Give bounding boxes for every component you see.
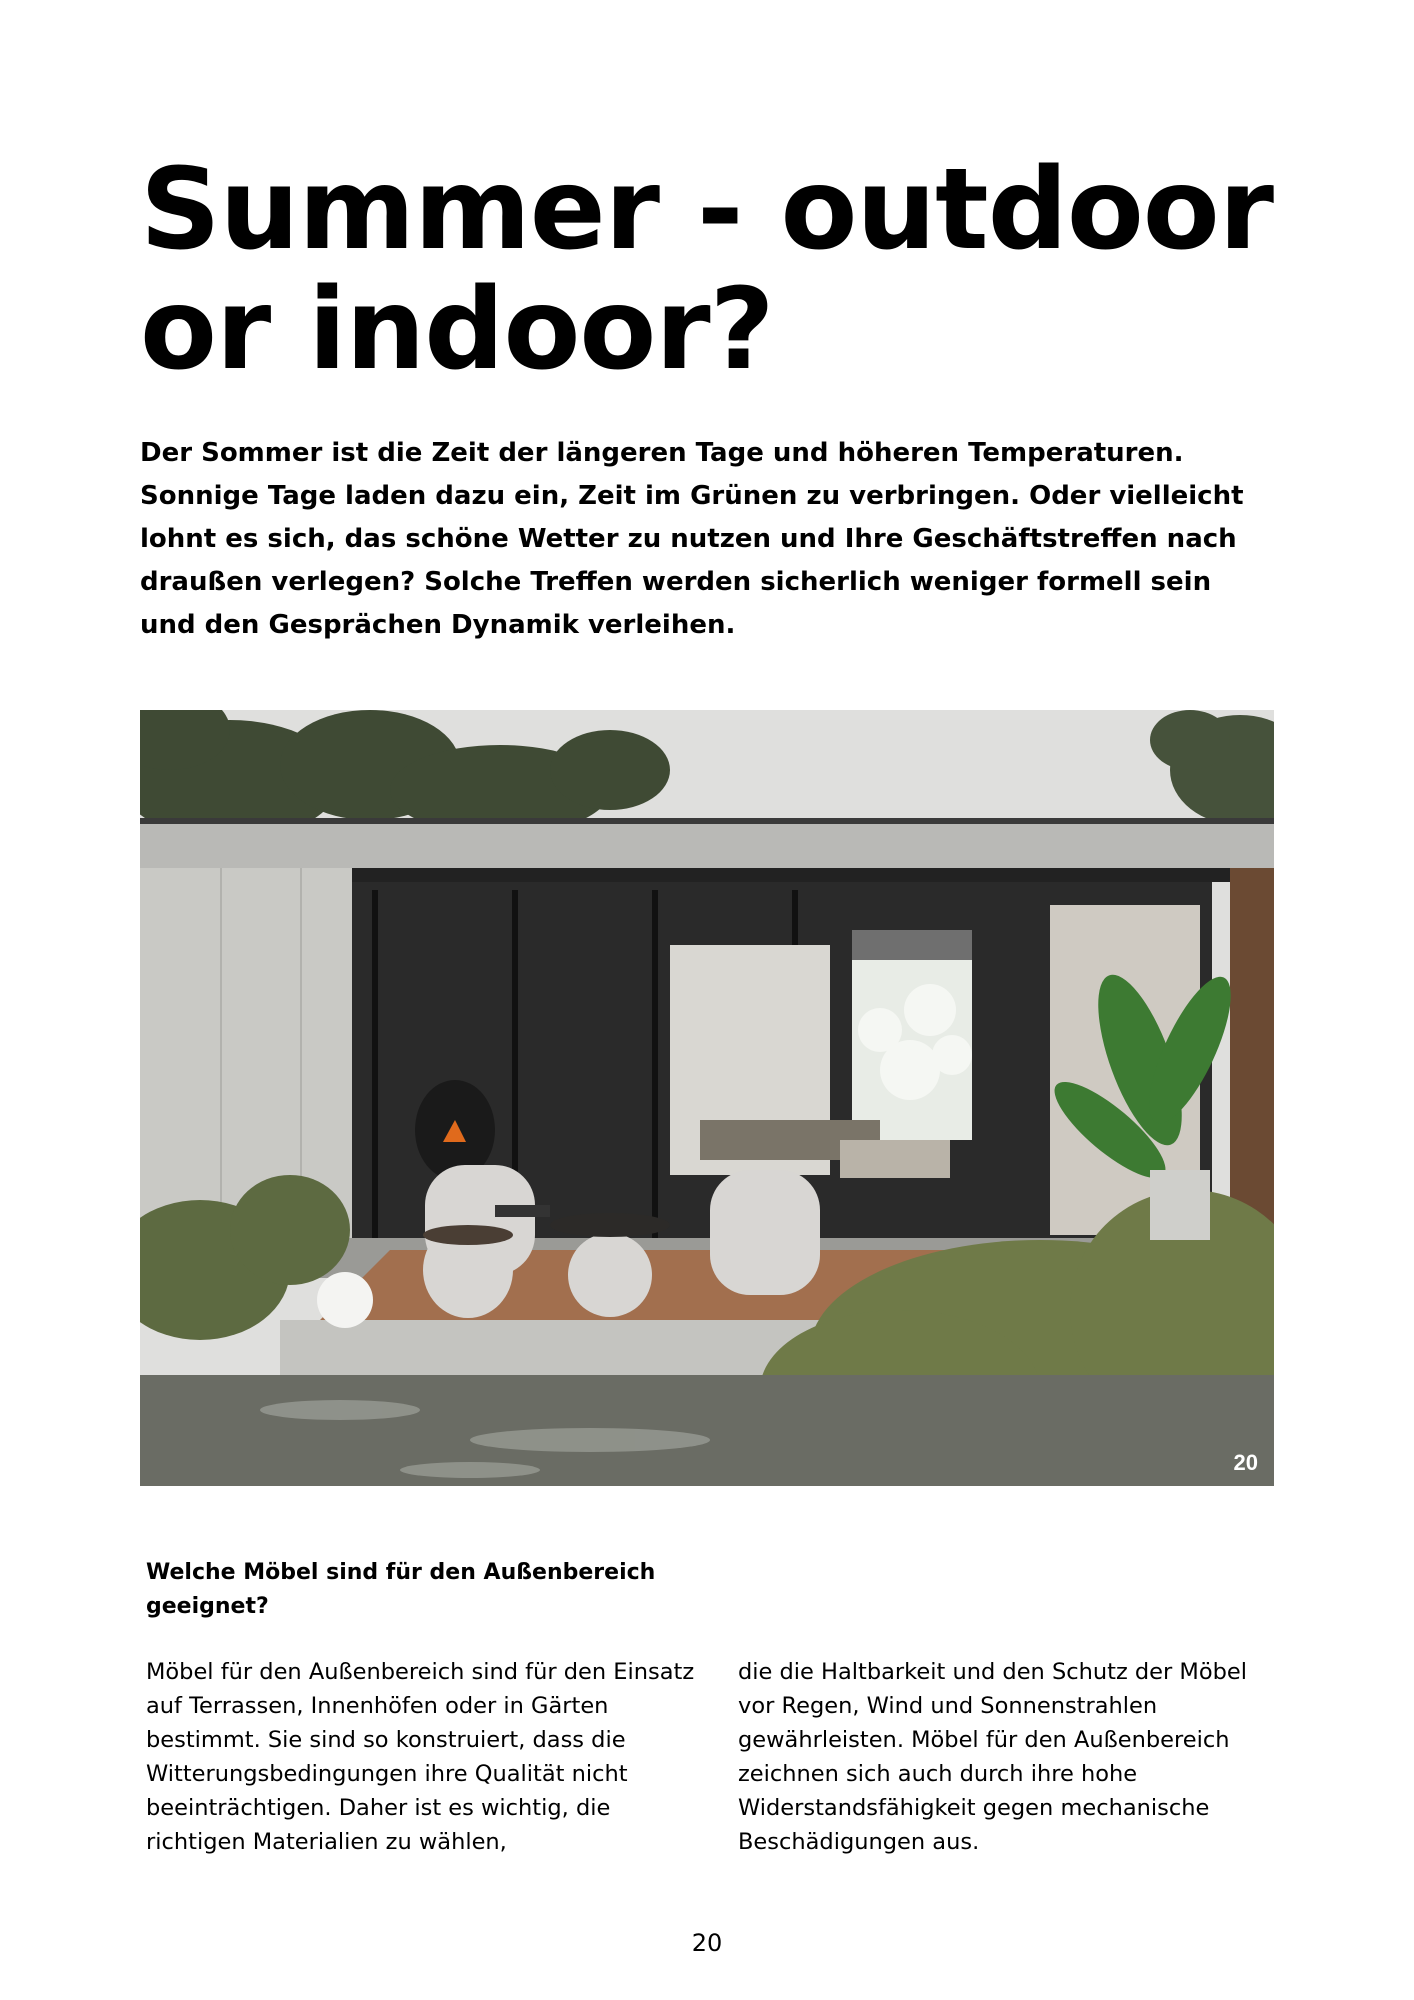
page-number: 20 [691, 1929, 723, 1957]
terrace-photo [140, 710, 1274, 1486]
body-column-right: die die Haltbarkeit und den Schutz der Möbel vor Regen, Wind und Sonnenstrahlen gewährleisten. Möbel für den Außenbereich zeichnen sich auch durch ihre hohe Widerstandsfähigkeit gegen mechanische Beschädigungen aus. [738, 1659, 1247, 1855]
section-heading: Welche Möbel sind für den Außenbereich geeignet? [146, 1560, 656, 1619]
terrace-illustration [140, 710, 1274, 1486]
lead-paragraph: Der Sommer ist die Zeit der längeren Tage und höheren Temperaturen. Sonnige Tage laden dazu ein, Zeit im Grünen zu verbringen. Oder vielleicht lohnt es sich, das schöne Wetter zu nutzen und Ihre Geschäftstreffen nach draußen verlegen? Solche Treffen werden sicherlich weniger formell sein und den Gesprächen Dynamik verleihen. [140, 438, 1244, 640]
body-column-left: Möbel für den Außenbereich sind für den Einsatz auf Terrassen, Innenhöfen oder in Gärten bestimmt. Sie sind so konstruiert, dass die Witterungsbedingungen ihre Qualität nicht beeinträchtigen. Daher ist es wichtig, die richtigen Materialien zu wählen, [146, 1659, 695, 1855]
photo-page-badge: 20 [1233, 1450, 1258, 1475]
page-title: Summer - outdoor or indoor? [140, 145, 1273, 395]
